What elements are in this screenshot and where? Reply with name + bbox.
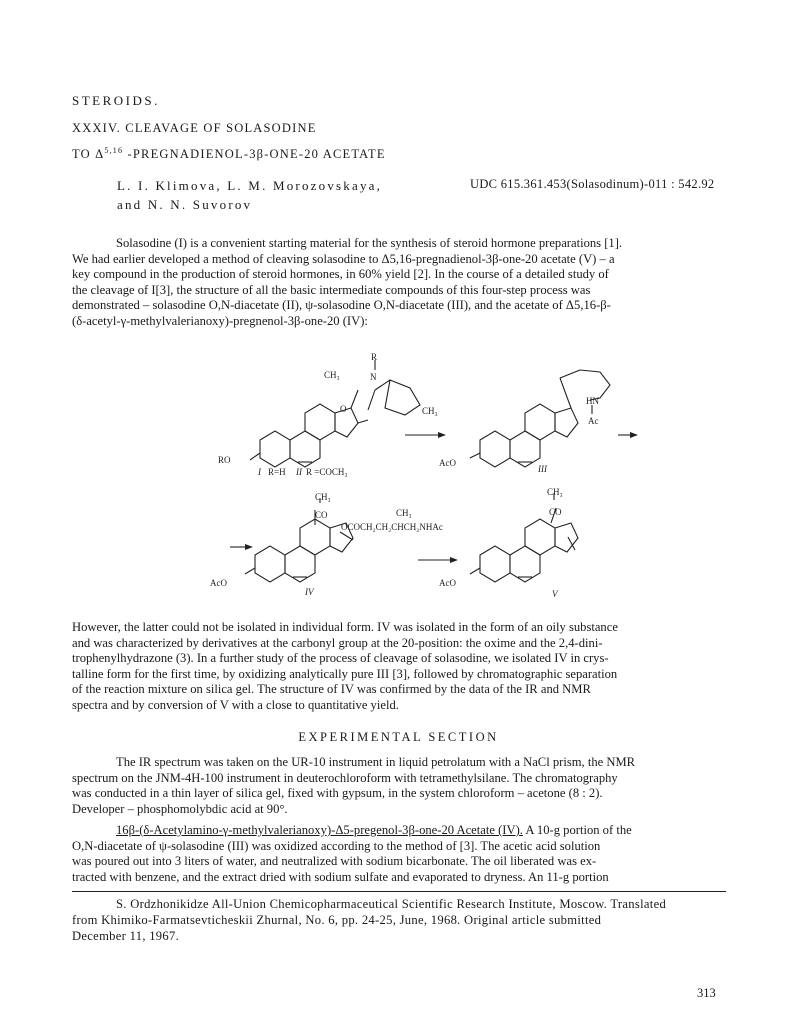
ch3-label: CH₃ (324, 370, 340, 380)
r-label: R (371, 352, 378, 362)
arrowhead-icon (450, 557, 458, 563)
ac-label: Ac (588, 416, 599, 426)
footnote: S. Ordzhonikidze All-Union Chemicopharmaceutical Scientific Research Institute, Moscow. Translated from Khimiko-Farmatsevticheskii Zhurnal, No. 6, pp. 24-25, June, 1968. Original article submitted December 11, 1967. (72, 897, 667, 943)
label-compound-ii: II (296, 467, 302, 477)
arrowhead-icon (245, 544, 253, 550)
label-compound-iii: III (538, 464, 547, 474)
page-number: 313 (697, 986, 716, 1000)
udc-code: UDC 615.361.453(Solasodinum)-011 : 542.92 (470, 177, 715, 191)
label-compound-v: V (552, 589, 558, 599)
compound-v-structure (439, 487, 578, 599)
ch3-label: CH₃ (547, 487, 563, 497)
r-acetyl-label: R =COCH₃ (306, 467, 348, 477)
aco-label: AcO (210, 578, 227, 588)
compound-iii-structure (439, 370, 610, 474)
discussion-paragraph: However, the latter could not be isolated in individual form. IV was isolated in the form of an oily substance and was characterized by derivatives at the carbonyl group at the 20-position: the oxime and the 2,4-dini- trophenylhydrazone (3). In a further study of the process of cleavage of solasodine, we isolated IV in crys- talline form for the first time, by oxidizing analytically pure III [3], followed by chromatographic separation of the reaction mixture on silica gel. The structure of IV was confirmed by the data of the IR and NMR spectra and by conversion of V with a close to quantitative yield. (72, 620, 618, 712)
procedure-paragraph: 16β-(δ-Acetylamino-γ-methylvalerianoxy)-Δ5-pregenol-3β-one-20 Acetate (IV). A 10-g portion of the O,N-diacetate of ψ-solasodine (III) was oxidized according to the method of [3]. The acetic acid solution was poured out into 3 liters of water, and neutralized with sodium bicarbonate. The oil liberated was ex- tracted with benzene, and the extract dried with sodium sulfate and evaporated to dryness. An 11-g portion (72, 823, 632, 884)
compound-iv-structure (210, 492, 443, 597)
aco-label: AcO (439, 458, 456, 468)
compound-i-ii-structure (218, 352, 438, 477)
n-label: N (370, 372, 377, 382)
ro-label: RO (218, 455, 231, 465)
aco-label: AcO (439, 578, 456, 588)
footnote-divider (72, 891, 726, 892)
label-compound-iv: IV (305, 587, 314, 597)
ch3-label: CH₃ (315, 492, 331, 502)
article-title-line2: TO Δ$^{5,16}$ -PREGNADIENOL-3β-ONE-20 ACETATE (72, 146, 386, 162)
hn-label: HN (586, 396, 599, 406)
side-chain-label: OCOCH₂CH₂CHCH₂NHAc (341, 522, 443, 532)
label-compound-i: I (258, 467, 261, 477)
arrowhead-icon (438, 432, 446, 438)
reaction-scheme (200, 350, 640, 610)
ch3-label: CH₃ (396, 508, 412, 518)
arrowhead-icon (630, 432, 638, 438)
procedure-title: 16β-(δ-Acetylamino-γ-methylvalerianoxy)-Δ5-pregenol-3β-one-20 Acetate (IV). (116, 823, 523, 837)
series-title: STEROIDS. (72, 93, 160, 108)
authors: L. I. Klimova, L. M. Morozovskaya, and N. N. Suvorov (117, 178, 383, 212)
co-label: CO (315, 510, 328, 520)
article-title-line1: XXXIV. CLEAVAGE OF SOLASODINE (72, 121, 317, 135)
o-label: O (340, 404, 347, 414)
intro-paragraph: Solasodine (I) is a convenient starting material for the synthesis of steroid hormone preparations [1]. We had earlier developed a method of cleaving solasodine to Δ5,16-pregnadienol-3β-one-20 acetate (V) – a key compound in the production of steroid hormones, in 60% yield [2]. In the course of a detailed study of the cleavage of I[3], the structure of all the basic intermediate compounds of this four-step process was demonstrated – solasodine O,N-diacetate (II), ψ-solasodine O,N-diacetate (III), and the acetate of Δ5,16-β- (δ-acetyl-γ-methylvalerianoxy)-pregnenol-3β-one-20 (IV): (72, 236, 623, 328)
experimental-paragraph: The IR spectrum was taken on the UR-10 instrument in liquid petrolatum with a NaCl prism, the NMR spectrum on the JNM-4H-100 instrument in deuterochloroform with tetramethylsilane. The chromatography was conducted in a thin layer of silica gel, fixed with gypsum, in the system chloroform – acetone (8 : 2). Developer – phosphomolybdic acid at 90°. (72, 755, 636, 816)
co-label: CO (549, 507, 562, 517)
ch3-label: CH₃ (422, 406, 438, 416)
experimental-heading: EXPERIMENTAL SECTION (298, 730, 499, 744)
r-h-label: R=H (268, 467, 286, 477)
